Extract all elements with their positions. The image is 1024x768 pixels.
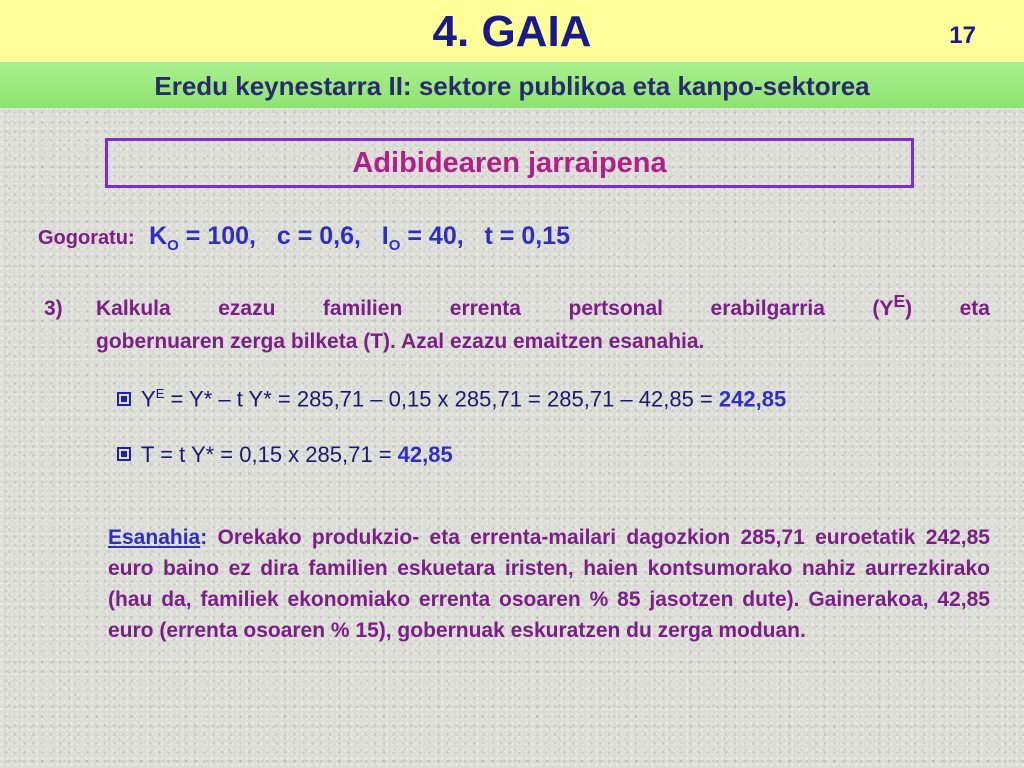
i-value: = 40, <box>400 222 464 250</box>
i-subscript: O <box>388 237 401 254</box>
eq2-result: 42,85 <box>397 442 453 467</box>
k-symbol: K <box>149 222 168 250</box>
question-line-1b: ) eta <box>905 297 990 320</box>
slide-subtitle: Eredu keynestarra II: sektore publikoa eta kanpo-sektorea <box>154 71 870 101</box>
page-number: 17 <box>949 22 976 49</box>
recall-label: Gogoratu: <box>38 227 135 249</box>
meaning-label: Esanahia <box>108 526 201 549</box>
c-value: c = 0,6, <box>276 222 361 250</box>
question-superscript: E <box>893 291 906 311</box>
eq1-result: 242,85 <box>718 386 787 412</box>
question-line-1a: Kalkula ezazu familien errenta pertsonal erabilgarria (Y <box>96 297 894 320</box>
t-value: t = 0,15 <box>484 222 570 250</box>
question-number: 3) <box>44 297 63 320</box>
recall-line <box>38 222 570 254</box>
i-symbol: I <box>381 222 389 250</box>
equation-tax-revenue <box>117 442 453 468</box>
square-bullet-icon <box>117 447 131 461</box>
meaning-colon: : <box>200 526 208 549</box>
question-text <box>44 285 990 358</box>
meaning-paragraph <box>108 522 990 646</box>
eq2-body: T = t Y* = 0,15 x 285,71 = <box>141 442 398 467</box>
question-line-2: gobernuaren zerga bilketa (T). Azal ezazu emaitzen esanahia. <box>96 330 705 353</box>
slide-title: 4. GAIA <box>432 7 592 56</box>
k-value: = 100, <box>178 222 256 250</box>
recall-values <box>149 222 570 254</box>
k-subscript: O <box>167 237 179 254</box>
question-line-1 <box>44 285 990 325</box>
section-title-box <box>105 138 914 188</box>
section-title: Adibidearen jarraipena <box>352 146 667 179</box>
square-bullet-icon <box>117 392 131 406</box>
eq1-body: = Y* – t Y* = 285,71 – 0,15 x 285,71 = 285,71 – 42,85 = <box>164 386 719 412</box>
eq1-superscript: E <box>155 386 165 401</box>
eq1-symbol: Y <box>141 386 156 412</box>
equation-disposable-income <box>117 386 786 412</box>
meaning-text: Orekako produkzio- eta errenta-mailari dagozkion 285,71 euroetatik 242,85 euro baino ez dira familien eskuetara iristen, haien kontsumorako nahiz aurrezkirako (hau da, familiek ekonomiako errenta osoaren % 85 jasotzen dute). Gainerakoa, 42,85 euro (errenta osoaren % 15), gobernuak eskuratzen du zerga moduan. <box>108 526 990 642</box>
